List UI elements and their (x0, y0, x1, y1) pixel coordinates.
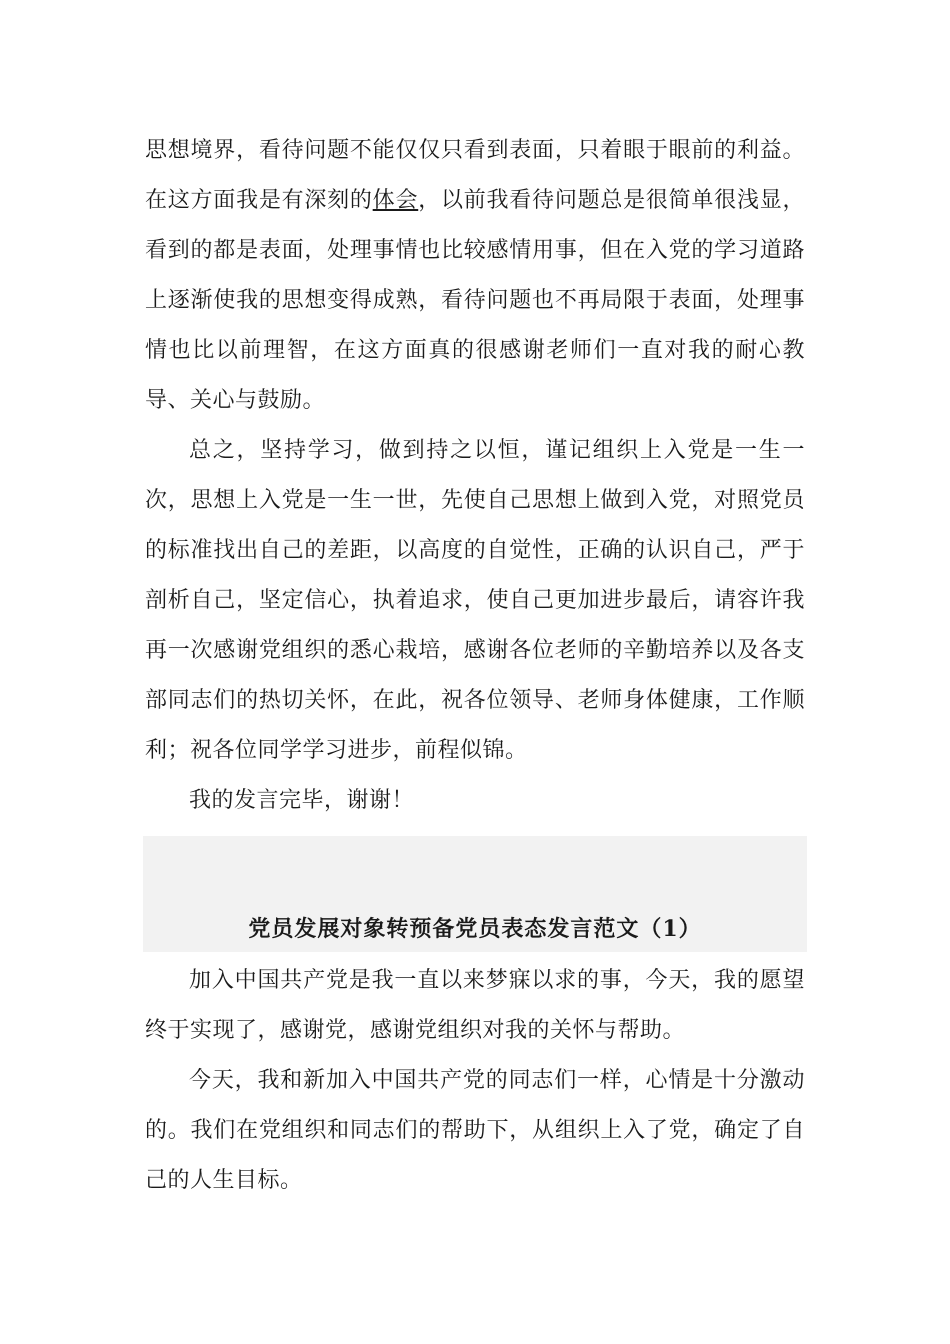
text-run: ，以前我看待问题总是很简单很浅显， (418, 188, 805, 213)
text-line: 部同志们的热切关怀，在此，祝各位领导、老师身体健康，工作顺 (145, 688, 805, 713)
text-line: 己的人生目标。 (145, 1168, 303, 1193)
text-line: 情也比以前理智，在这方面真的很感谢老师们一直对我的耐心教 (145, 338, 805, 363)
text-line: 总之，坚持学习，做到持之以恒，谨记组织上入党是一生一 (189, 438, 805, 463)
text-line: 利；祝各位同学学习进步，前程似锦。 (145, 738, 528, 763)
text-line: 的标准找出自己的差距，以高度的自觉性，正确的认识自己，严于 (145, 538, 805, 563)
text-line: 上逐渐使我的思想变得成熟，看待问题也不再局限于表面，处理事 (145, 288, 805, 313)
paragraph-thinking (145, 126, 805, 426)
text-line: 今天，我和新加入中国共产党的同志们一样，心情是十分激动 (189, 1068, 805, 1093)
speech-conclusion-section (145, 126, 805, 826)
text-run: 在这方面我是有深刻的 (145, 188, 373, 213)
section-title: 党员发展对象转预备党员表态发言范文（1） (248, 916, 702, 942)
text-line: 次，思想上入党是一生一世，先使自己思想上做到入党，对照党员 (145, 488, 805, 513)
paragraph-joining (145, 956, 805, 1056)
sample-speech-section (145, 956, 805, 1206)
text-line: 剖析自己，坚定信心，执着追求，使自己更加进步最后，请容许我 (145, 588, 805, 613)
text-line: 看到的都是表面，处理事情也比较感情用事，但在入党的学习道路 (145, 238, 805, 263)
text-line (145, 176, 805, 226)
paragraph-closing (145, 776, 805, 826)
text-line: 导、关心与鼓励。 (145, 388, 326, 413)
underlined-word: 体会 (372, 188, 419, 213)
text-line: 思想境界，看待问题不能仅仅只看到表面，只着眼于眼前的利益。 (145, 138, 805, 163)
text-line: 终于实现了，感谢党，感谢党组织对我的关怀与帮助。 (145, 1018, 686, 1043)
text-line: 加入中国共产党是我一直以来梦寐以求的事，今天，我的愿望 (189, 968, 805, 993)
paragraph-summary (145, 426, 805, 776)
text-line: 再一次感谢党组织的悉心栽培，感谢各位老师的辛勤培养以及各支 (145, 638, 805, 663)
paragraph-today (145, 1056, 805, 1206)
text-line: 我的发言完毕，谢谢！ (189, 788, 415, 813)
section-title-band (143, 836, 807, 952)
text-line: 的。我们在党组织和同志们的帮助下，从组织上入了党，确定了自 (145, 1118, 805, 1143)
